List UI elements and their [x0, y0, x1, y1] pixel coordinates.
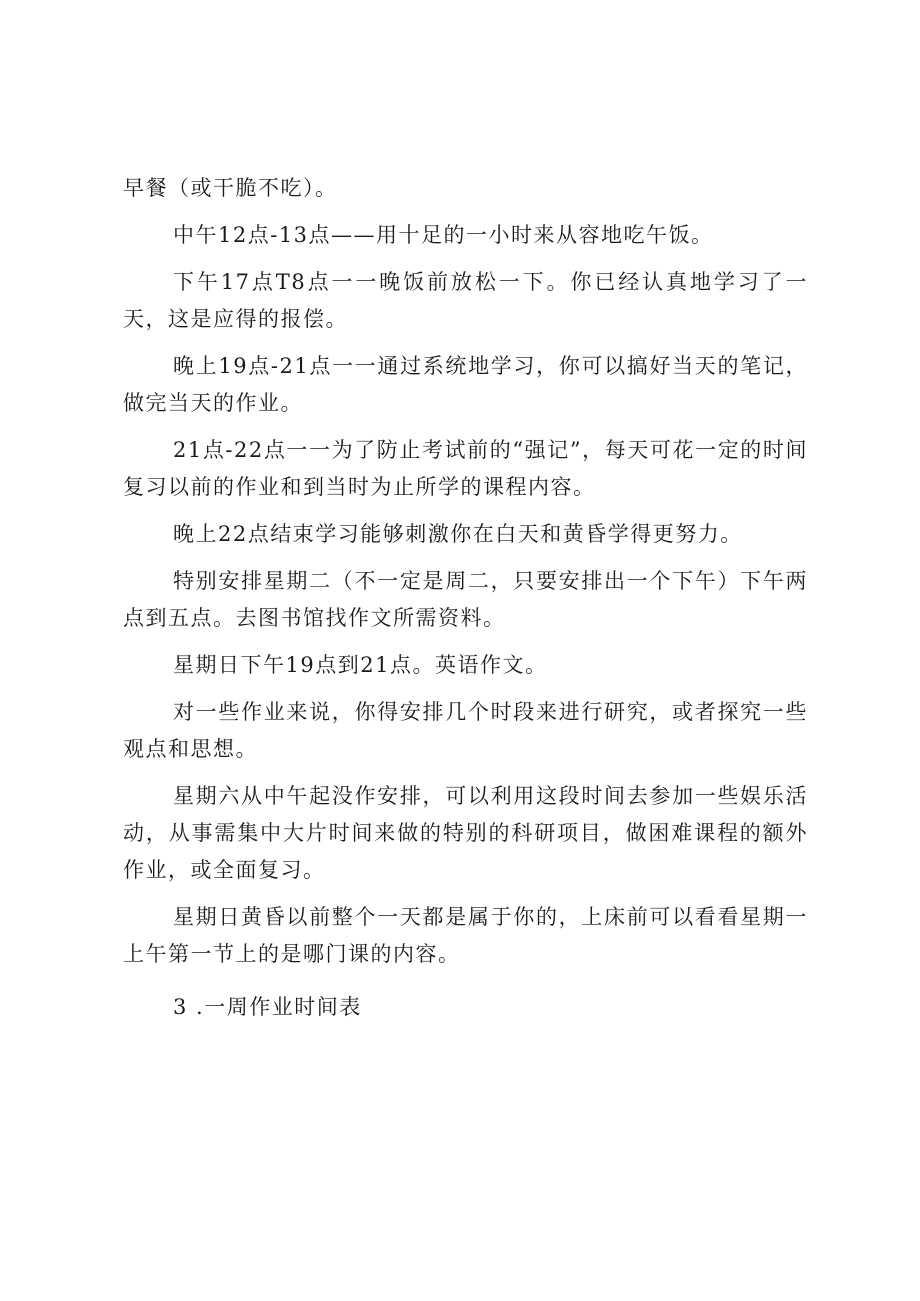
paragraph-sunday: 星期日黄昏以前整个一天都是属于你的，上床前可以看看星期一上午第一节上的是哪门课的内容。 [123, 905, 808, 966]
paragraph-research: 对一些作业来说，你得安排几个时段来进行研究，或者探究一些观点和思想。 [123, 700, 808, 761]
paragraph-afternoon-rest: 下午17点T8点一一晚饭前放松一下。你已经认真地学习了一天，这是应得的报偿。 [123, 270, 808, 331]
paragraph-saturday: 星期六从中午起没作安排，可以利用这段时间去参加一些娱乐活动，从事需集中大片时间来做的特别的科研项目，做困难课程的额外作业，或全面复习。 [123, 784, 808, 882]
paragraph-evening-study: 晚上19点-21点一一通过系统地学习，你可以搞好当天的笔记，做完当天的作业。 [123, 354, 808, 415]
paragraph-sunday-english: 星期日下午19点到21点。英语作文。 [173, 653, 548, 677]
paragraph-end-study: 晚上22点结束学习能够刺激你在白天和黄昏学得更努力。 [173, 522, 743, 546]
paragraph-review: 21点-22点一一为了防止考试前的“强记”，每天可花一定的时间复习以前的作业和到当时为止所学的课程内容。 [123, 438, 808, 499]
section-heading: 3 .一周作业时间表 [173, 995, 362, 1019]
paragraph-breakfast: 早餐（或干脆不吃）。 [123, 176, 338, 200]
document-body [123, 170, 808, 1036]
paragraph-lunch: 中午12点-13点——用十足的一小时来从容地吃午饭。 [173, 223, 714, 247]
paragraph-tuesday: 特别安排星期二（不一定是周二，只要安排出一个下午）下午两点到五点。去图书馆找作文所需资料。 [123, 569, 808, 630]
